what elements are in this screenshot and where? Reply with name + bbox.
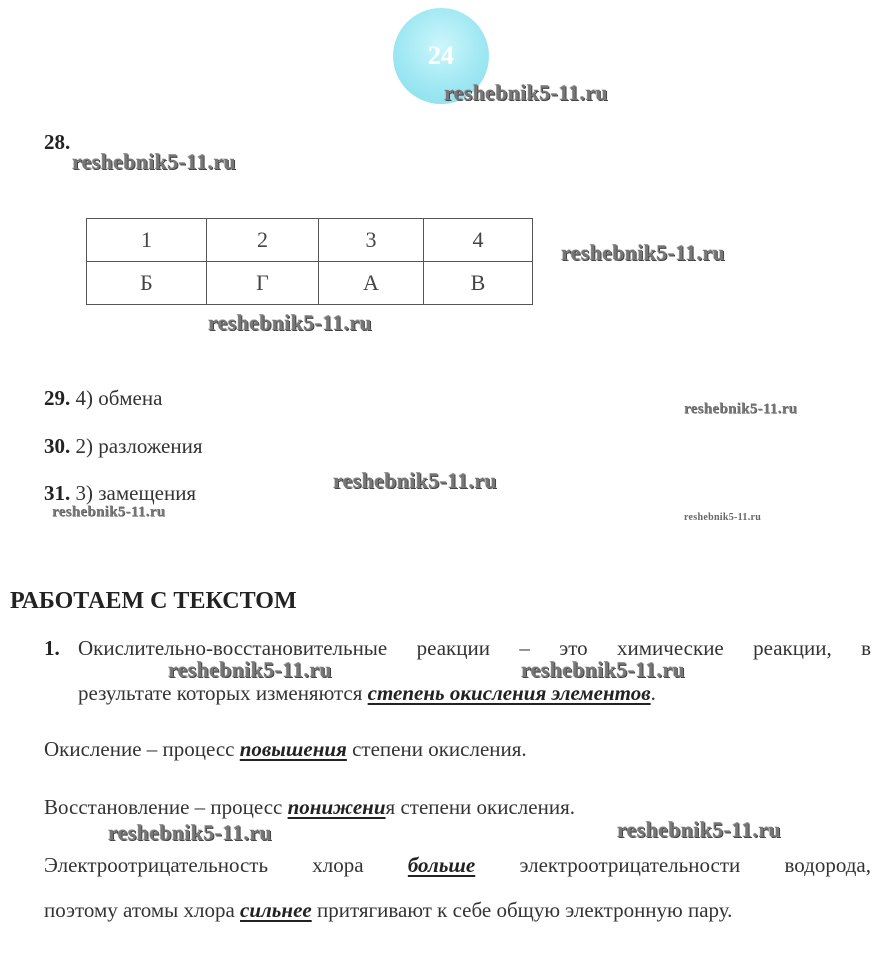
answer-word: повышения xyxy=(239,737,347,761)
text-segment: электроотрицательности водорода, xyxy=(475,853,871,877)
watermark: reshebnik5-11.ru xyxy=(52,504,166,520)
answer-text: 2) разложения xyxy=(75,434,203,458)
table-header-cell: 4 xyxy=(424,219,533,262)
answer-line xyxy=(44,481,196,506)
text-segment: поэтому атомы хлора xyxy=(44,898,241,922)
watermark: reshebnik5-11.ru xyxy=(333,468,497,493)
watermark: reshebnik5-11.ru xyxy=(168,657,332,682)
answer-word: понижени xyxy=(287,795,386,819)
paragraph-line xyxy=(78,681,656,706)
watermark: reshebnik5-11.ru xyxy=(684,401,798,417)
section-heading: РАБОТАЕМ С ТЕКСТОМ xyxy=(10,588,297,614)
watermark: reshebnik5-11.ru xyxy=(72,149,236,174)
answer-table xyxy=(86,218,533,305)
table-cell: Г xyxy=(207,262,319,305)
answer-line xyxy=(44,434,203,459)
table-row xyxy=(87,219,533,262)
watermark: reshebnik5-11.ru xyxy=(561,240,725,265)
answer-word: больше xyxy=(407,853,476,877)
text-segment: . xyxy=(650,681,656,705)
paragraph-line xyxy=(44,853,871,878)
watermark: reshebnik5-11.ru xyxy=(684,512,762,523)
table-header-cell: 3 xyxy=(319,219,424,262)
paragraph-line xyxy=(44,795,575,820)
answer-text: 3) замещения xyxy=(75,481,197,505)
answer-text: 4) обмена xyxy=(75,386,163,410)
text-segment: я степени окисления. xyxy=(385,795,575,819)
page-number: 24 xyxy=(428,41,454,70)
text-segment: притягивают к себе общую электронную пару. xyxy=(311,898,733,922)
answer-line xyxy=(44,386,162,411)
table-row xyxy=(87,262,533,305)
item-number: 1. xyxy=(44,636,60,660)
paragraph-line xyxy=(44,898,732,923)
text-segment: Окисление – процесс xyxy=(44,737,240,761)
watermark: reshebnik5-11.ru xyxy=(617,817,781,842)
paragraph-line: Окислительно-восстановительные реакции – это химические реакции, в xyxy=(78,636,871,660)
text-segment: степени окисления. xyxy=(346,737,527,761)
text-segment: Восстановление – процесс xyxy=(44,795,288,819)
table-header-cell: 2 xyxy=(207,219,319,262)
answer-word: сильнее xyxy=(240,898,312,922)
watermark: reshebnik5-11.ru xyxy=(108,820,272,845)
text-segment: результате которых изменяются xyxy=(78,681,368,705)
watermark: reshebnik5-11.ru xyxy=(444,80,608,105)
text-segment: Электроотрицательность хлора xyxy=(44,853,408,877)
task-number: 29. xyxy=(44,386,71,410)
watermark: reshebnik5-11.ru xyxy=(521,657,685,682)
table-header-cell: 1 xyxy=(87,219,207,262)
table-cell: Б xyxy=(87,262,207,305)
task-number: 31. xyxy=(44,481,71,505)
paragraph-line xyxy=(44,737,527,762)
table-cell: А xyxy=(319,262,424,305)
task-number: 30. xyxy=(44,434,71,458)
answer-word: степень окисления элементов xyxy=(367,681,651,705)
watermark: reshebnik5-11.ru xyxy=(208,310,372,335)
table-cell: В xyxy=(424,262,533,305)
task-number: 28. xyxy=(44,130,71,154)
